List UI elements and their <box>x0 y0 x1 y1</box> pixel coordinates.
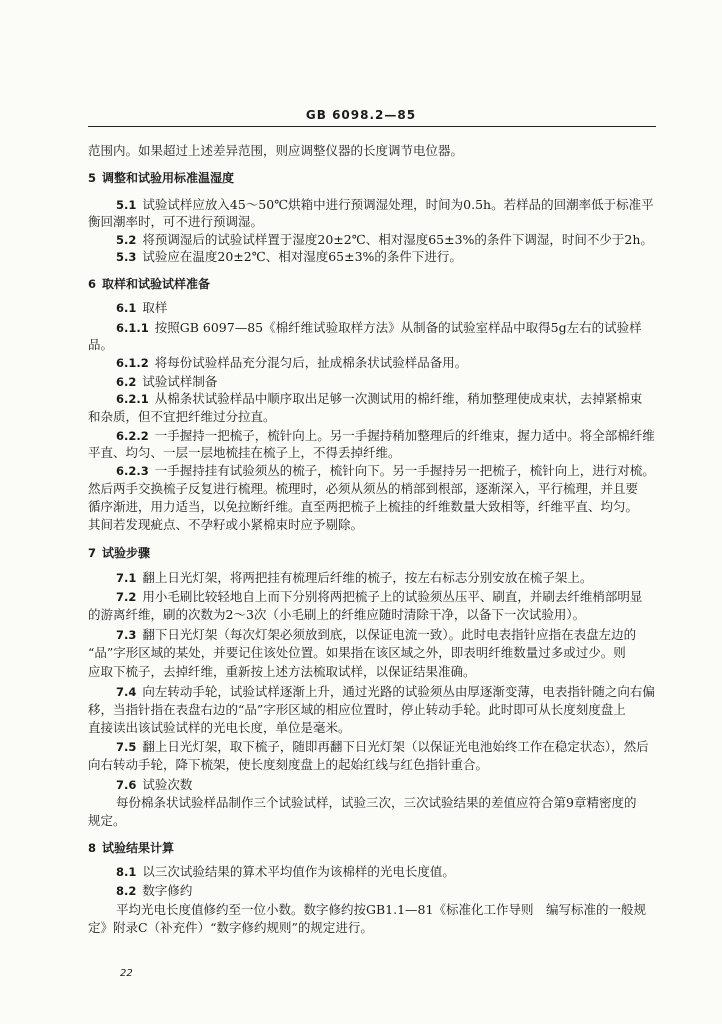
clause-8-2: 8.2 数字修约 <box>116 883 193 898</box>
paragraph-line: 平直、均匀、一层一层地梳挂在梳子上，不得丢掉纤维。 <box>88 445 401 460</box>
section-heading-5: 5 调整和试验用标准温湿度 <box>88 171 235 185</box>
clause-8-1: 8.1 以三次试验结果的算术平均值作为该棉样的光电长度值。 <box>116 864 455 879</box>
clause-7-2: 7.2 用小毛刷比较轻地自上而下分别将两把梳子上的试验须丛压平、刷直，并刷去纤维梢部明显 <box>116 589 643 604</box>
clause-6-2-2: 6.2.2 一手握持一把梳子，梳针向上。另一手握持稍加整理后的纤维束，握力适中。将全部棉纤维 <box>116 428 655 443</box>
paragraph-line: “品”字形区域的某处，并要记住该处位置。如果指在该区域之外，即表明纤维数量过多或过少。则 <box>88 645 626 660</box>
section-heading-8: 8 试验结果计算 <box>88 841 175 855</box>
paragraph-line: 应取下梳子，去掉纤维，重新按上述方法梳取试样，以保证结果准确。 <box>88 664 476 679</box>
clause-6-2-3: 6.2.3 一手握持挂有试验须丛的梳子，梳针向下。另一手握持另一把梳子，梳针向上，进行对梳。 <box>116 463 655 478</box>
header-rule <box>88 126 656 127</box>
section-heading-7: 7 试验步骤 <box>88 546 151 560</box>
standard-code-header: GB 6098.2—85 <box>305 108 417 122</box>
paragraph-line: 和杂质，但不宜把纤维过分拉直。 <box>88 409 276 424</box>
paragraph-line: 每份棉条状试验样品制作三个试验试样，试验三次，三次试验结果的差值应符合第9章精密度的 <box>116 795 637 810</box>
paragraph-line: 品。 <box>88 337 114 352</box>
paragraph-line: 直接读出该试验试样的光电长度，单位是毫米。 <box>88 720 351 735</box>
paragraph-line: 其间若发现疵点、不孕籽或小紧棉束时应予剔除。 <box>88 517 364 532</box>
clause-5-3: 5.3 试验应在温度20±2℃、相对湿度65±3%的条件下进行。 <box>116 249 462 264</box>
clause-6-2: 6.2 试验试样制备 <box>116 374 218 389</box>
clause-6-1-2: 6.1.2 将每份试验样品充分混匀后，扯成棉条状试验样品备用。 <box>116 355 468 370</box>
paragraph-line: 定》附录C（补充件）“数字修约规则”的规定进行。 <box>88 920 373 935</box>
clause-6-1: 6.1 取样 <box>116 300 168 315</box>
paragraph-line: 平均光电长度值修约至一位小数。数字修约按GB1.1—81《标准化工作导则 编写标准的一般规 <box>116 902 646 917</box>
clause-7-3: 7.3 翻下日光灯架（每次灯架必须放到底，以保证电流一致）。此时电表指针应指在表盘左边的 <box>116 627 637 642</box>
paragraph-line: 范围内。如果超过上述差异范围，则应调整仪器的长度调节电位器。 <box>88 143 464 158</box>
clause-5-2: 5.2 将预调湿后的试验试样置于湿度20±2℃、相对湿度65±3%的条件下调湿，时间不少于2h。 <box>116 232 653 247</box>
section-heading-6: 6 取样和试验试样准备 <box>88 277 211 291</box>
paragraph-line: 向右转动手轮，降下梳架，使长度刻度盘上的起始红线与红色指针重合。 <box>88 757 489 772</box>
clause-7-1: 7.1 翻上日光灯架，将两把挂有梳理后纤维的梳子，按左右标志分别安放在梳子架上。 <box>116 570 593 585</box>
clause-5-1: 5.1 试验试样应放入45～50℃烘箱中进行预调湿处理，时间为0.5h。若样品的回潮率低于标准平 <box>116 197 654 212</box>
paragraph-line: 移，当指针指在表盘右边的“品”字形区域的相应位置时，停止转动手轮。此时即可从长度刻度盘上 <box>88 702 626 717</box>
paragraph-line: 循序渐进，用力适当，以免拉断纤维。直至两把梳子上梳挂的纤维数量大致相等，纤维平直、均匀。 <box>88 499 639 514</box>
clause-7-4: 7.4 向左转动手轮，试验试样逐渐上升，通过光路的试验须丛由厚逐渐变薄，电表指针随之向右偏 <box>116 684 655 699</box>
paragraph-line: 然后两手交换梳子反复进行梳理。梳理时，必须从须丛的梢部到根部，逐渐深入，平行梳理，并且要 <box>88 481 639 496</box>
clause-6-2-1: 6.2.1 从棉条状试验样品中顺序取出足够一次测试用的棉纤维，稍加整理使成束状，去掉紧棉束 <box>116 391 643 406</box>
clause-7-5: 7.5 翻上日光灯架，取下梳子，随即再翻下日光灯架（以保证光电池始终工作在稳定状态），然后 <box>116 739 649 754</box>
page-number: 22 <box>120 968 133 979</box>
clause-7-6: 7.6 试验次数 <box>116 777 193 792</box>
paragraph-line: 衡回潮率时，可不进行预调湿。 <box>88 214 264 229</box>
paragraph-line: 的游离纤维，刷的次数为2～3次（小毛刷上的纤维应随时清除干净，以备下一次试验用）。 <box>88 607 586 622</box>
clause-6-1-1: 6.1.1 按照GB 6097—85《棉纤维试验取样方法》从制备的试验室样品中取得5g左右的试验样 <box>116 320 642 335</box>
paragraph-line: 规定。 <box>88 813 126 828</box>
